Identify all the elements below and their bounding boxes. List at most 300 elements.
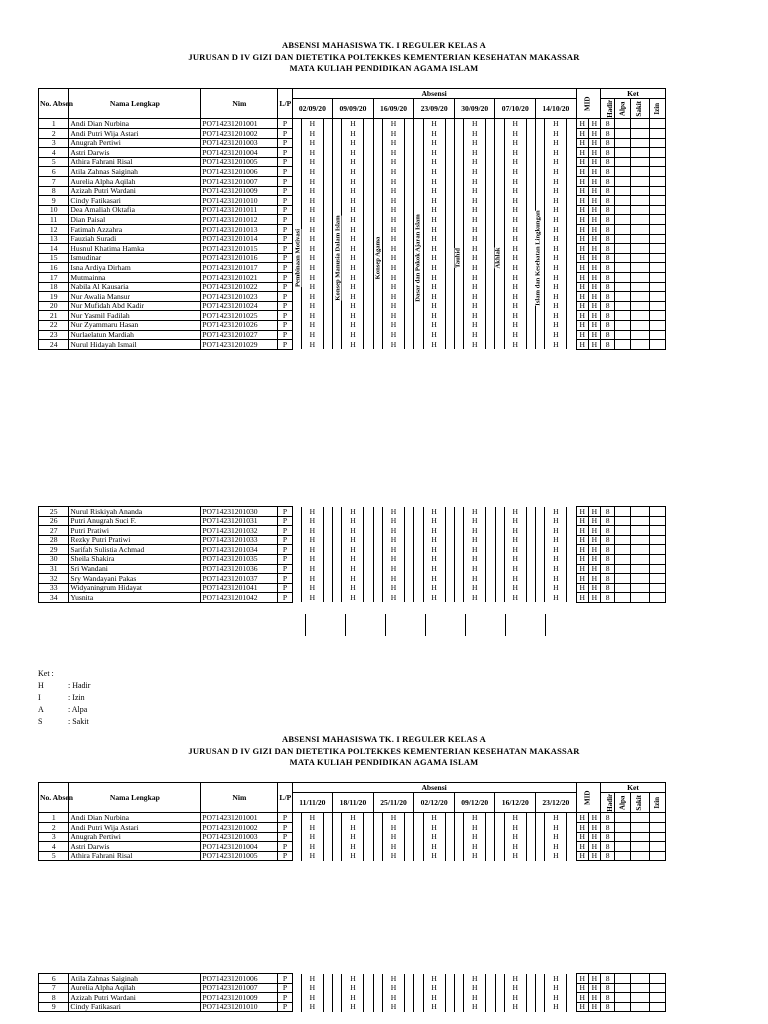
attendance-cell: H: [373, 282, 414, 292]
alpa-count: [615, 196, 631, 206]
mid-cell-2: H: [588, 138, 600, 148]
student-nim: PO714231201010: [201, 196, 278, 206]
attendance-cell: H: [536, 564, 577, 574]
hadir-count: 8: [601, 273, 615, 283]
row-number: 10: [39, 205, 69, 215]
row-number: 3: [39, 138, 69, 148]
mid-cell: H: [576, 186, 588, 196]
attendance-cell: H: [333, 526, 374, 536]
attendance-cell: H: [333, 273, 374, 283]
hadir-count: 8: [601, 167, 615, 177]
student-name: Fatimah Azzahra: [69, 225, 201, 235]
date-header: 11/11/20: [292, 793, 333, 813]
table-row: [39, 526, 666, 536]
attendance-cell: H: [536, 225, 577, 235]
alpa-count: [615, 292, 631, 302]
izin-count: [649, 832, 665, 842]
attendance-cell: H: [414, 583, 455, 593]
mid-cell-2: H: [588, 823, 600, 833]
attendance-cell: H: [414, 993, 455, 1003]
attendance-cell: H: [414, 215, 455, 225]
student-gender: P: [278, 301, 292, 311]
table-row: [39, 157, 666, 167]
attendance-cell: H: [373, 157, 414, 167]
hadir-count: 8: [601, 813, 615, 823]
alpa-count: [615, 244, 631, 254]
sakit-count: [631, 253, 649, 263]
mid-cell-2: H: [588, 253, 600, 263]
attendance-cell: H: [495, 282, 536, 292]
sakit-count: [631, 186, 649, 196]
attendance-cell: H: [495, 583, 536, 593]
attendance-cell: H: [373, 823, 414, 833]
sakit-count: [631, 292, 649, 302]
table-row: [39, 340, 666, 350]
header-title-line3: MATA KULIAH PENDIDIKAN AGAMA ISLAM: [289, 757, 479, 767]
student-name: Nabila Al Kausaria: [69, 282, 201, 292]
attendance-cell: H: [414, 330, 455, 340]
attendance-cell: H: [536, 554, 577, 564]
attendance-cell: H: [454, 564, 495, 574]
student-name: Atila Zahnas Saiginah: [69, 974, 201, 984]
attendance-cell: H: [536, 186, 577, 196]
student-name: Rezky Putri Pratiwi: [69, 535, 201, 545]
attendance-cell: H: [495, 138, 536, 148]
topic-label: Akhlak: [494, 247, 502, 269]
sakit-count: [631, 205, 649, 215]
izin-count: [649, 225, 665, 235]
row-number: 31: [39, 564, 69, 574]
mid-cell-2: H: [588, 851, 600, 861]
attendance-table-4: [38, 973, 666, 1012]
attendance-cell: H: [414, 311, 455, 321]
hadir-count: 8: [601, 119, 615, 129]
table-row: [39, 851, 666, 861]
attendance-cell: H: [536, 138, 577, 148]
attendance-cell: H: [414, 320, 455, 330]
student-name: Nur Mufidah Abd Kadir: [69, 301, 201, 311]
attendance-cell: H: [495, 993, 536, 1003]
hadir-count: 8: [601, 574, 615, 584]
izin-count: [649, 851, 665, 861]
table-row: [39, 273, 666, 283]
hadir-count: 8: [601, 253, 615, 263]
student-nim: PO714231201029: [201, 340, 278, 350]
attendance-cell: H: [414, 1002, 455, 1012]
attendance-cell: H: [414, 138, 455, 148]
attendance-cell: H: [373, 993, 414, 1003]
attendance-cell: H: [414, 253, 455, 263]
attendance-cell: H: [495, 340, 536, 350]
table-row: [39, 832, 666, 842]
alpa-count: [615, 974, 631, 984]
attendance-cell: H: [454, 301, 495, 311]
attendance-cell: H: [333, 851, 374, 861]
table-row: [39, 320, 666, 330]
col-sakit-header: Sakit: [631, 793, 649, 813]
topic-label: Konsep Manusia Dalam Islam: [334, 215, 342, 301]
attendance-cell: H: [454, 554, 495, 564]
mid-cell: H: [576, 148, 588, 158]
sakit-count: [631, 148, 649, 158]
student-gender: P: [278, 282, 292, 292]
mid-cell: H: [576, 574, 588, 584]
sakit-count: [631, 593, 649, 603]
attendance-cell: H: [292, 301, 333, 311]
header-title-line2: JURUSAN D IV GIZI DAN DIETETIKA POLTEKKES KEMENTERIAN KESEHATAN MAKASSAR: [188, 51, 580, 62]
attendance-cell: H: [454, 177, 495, 187]
hadir-count: 8: [601, 244, 615, 254]
student-nim: PO714231201002: [201, 823, 278, 833]
col-nim-header: Nim: [201, 783, 278, 813]
date-header: 25/11/20: [373, 793, 414, 813]
student-gender: P: [278, 526, 292, 536]
row-number: 13: [39, 234, 69, 244]
attendance-cell: H: [292, 526, 333, 536]
alpa-count: [615, 320, 631, 330]
student-name: Anugrah Pertiwi: [69, 832, 201, 842]
izin-count: [649, 583, 665, 593]
attendance-cell: H: [292, 148, 333, 158]
attendance-cell: H: [414, 823, 455, 833]
col-absensi-header: Absensi: [292, 89, 576, 99]
mid-cell: H: [576, 225, 588, 235]
student-nim: PO714231201042: [201, 593, 278, 603]
izin-count: [649, 526, 665, 536]
sakit-count: [631, 832, 649, 842]
legend-value: : Izin: [68, 693, 85, 702]
attendance-cell: H: [292, 234, 333, 244]
mid-cell-2: H: [588, 244, 600, 254]
attendance-cell: H: [373, 974, 414, 984]
mid-cell-2: H: [588, 157, 600, 167]
row-number: 6: [39, 974, 69, 984]
student-gender: P: [278, 311, 292, 321]
table-row: [39, 282, 666, 292]
attendance-cell: H: [454, 974, 495, 984]
attendance-cell: H: [373, 177, 414, 187]
attendance-cell: H: [536, 157, 577, 167]
row-number: 28: [39, 535, 69, 545]
attendance-cell: H: [536, 253, 577, 263]
attendance-cell: H: [373, 545, 414, 555]
mid-cell-2: H: [588, 311, 600, 321]
izin-count: [649, 1002, 665, 1012]
student-nim: PO714231201041: [201, 583, 278, 593]
attendance-cell: H: [292, 545, 333, 555]
student-nim: PO714231201001: [201, 119, 278, 129]
izin-count: [649, 516, 665, 526]
mid-cell: H: [576, 157, 588, 167]
attendance-cell: H: [536, 148, 577, 158]
row-number: 23: [39, 330, 69, 340]
attendance-cell: H: [292, 244, 333, 254]
student-gender: P: [278, 1002, 292, 1012]
mid-cell-2: H: [588, 320, 600, 330]
legend: [38, 668, 90, 728]
student-name: Fauziah Suradi: [69, 234, 201, 244]
alpa-count: [615, 545, 631, 555]
row-number: 11: [39, 215, 69, 225]
date-header: 23/09/20: [414, 99, 455, 119]
attendance-cell: H: [454, 129, 495, 139]
izin-count: [649, 205, 665, 215]
student-name: Andi Dian Nurbina: [69, 813, 201, 823]
alpa-count: [615, 253, 631, 263]
attendance-cell: H: [536, 983, 577, 993]
student-gender: P: [278, 330, 292, 340]
table-row: [39, 1002, 666, 1012]
mid-cell: H: [576, 535, 588, 545]
attendance-cell: H: [454, 282, 495, 292]
attendance-cell: H: [414, 167, 455, 177]
sakit-count: [631, 119, 649, 129]
date-header: 02/09/20: [292, 99, 333, 119]
topic-label: Dasar dan Pokok Ajaran Islam: [414, 214, 422, 302]
attendance-cell: H: [495, 851, 536, 861]
student-gender: P: [278, 974, 292, 984]
attendance-cell: H: [414, 564, 455, 574]
alpa-count: [615, 215, 631, 225]
alpa-count: [615, 526, 631, 536]
attendance-cell: H: [333, 311, 374, 321]
attendance-cell: H: [333, 340, 374, 350]
attendance-cell: H: [454, 253, 495, 263]
student-nim: PO714231201003: [201, 832, 278, 842]
attendance-cell: H: [495, 292, 536, 302]
attendance-cell: H: [495, 545, 536, 555]
izin-count: [649, 507, 665, 517]
student-name: Azizah Putri Wardani: [69, 186, 201, 196]
attendance-cell: H: [333, 253, 374, 263]
table-row: [39, 823, 666, 833]
attendance-cell: H: [454, 1002, 495, 1012]
student-gender: P: [278, 157, 292, 167]
izin-count: [649, 564, 665, 574]
sakit-count: [631, 574, 649, 584]
attendance-cell: H: [454, 119, 495, 129]
mid-cell: H: [576, 1002, 588, 1012]
alpa-count: [615, 129, 631, 139]
izin-count: [649, 215, 665, 225]
legend-item: [38, 716, 90, 728]
table-row: [39, 177, 666, 187]
attendance-cell: H: [292, 177, 333, 187]
attendance-cell: H: [333, 138, 374, 148]
sakit-count: [631, 583, 649, 593]
attendance-cell: H: [373, 832, 414, 842]
attendance-cell: H: [292, 253, 333, 263]
sakit-count: [631, 842, 649, 852]
hadir-count: 8: [601, 215, 615, 225]
attendance-cell: H: [333, 129, 374, 139]
table-row: [39, 993, 666, 1003]
col-nim-header: Nim: [201, 89, 278, 119]
date-header: 09/12/20: [454, 793, 495, 813]
column-guide: [305, 614, 306, 636]
attendance-cell: H: [292, 311, 333, 321]
mid-cell-2: H: [588, 983, 600, 993]
mid-cell: H: [576, 119, 588, 129]
sakit-count: [631, 167, 649, 177]
attendance-cell: H: [373, 593, 414, 603]
alpa-count: [615, 177, 631, 187]
mid-cell-2: H: [588, 583, 600, 593]
student-nim: PO714231201022: [201, 282, 278, 292]
attendance-cell: H: [454, 593, 495, 603]
column-guide: [505, 614, 506, 636]
sakit-count: [631, 196, 649, 206]
sakit-count: [631, 507, 649, 517]
hadir-count: 8: [601, 196, 615, 206]
attendance-cell: H: [495, 244, 536, 254]
izin-count: [649, 593, 665, 603]
attendance-cell: H: [495, 1002, 536, 1012]
hadir-count: 8: [601, 301, 615, 311]
attendance-cell: H: [333, 157, 374, 167]
sakit-count: [631, 282, 649, 292]
sakit-count: [631, 320, 649, 330]
attendance-cell: H: [373, 244, 414, 254]
topic-label: Islam dan Kesehatan Lingkungan: [534, 210, 542, 306]
attendance-cell: H: [292, 516, 333, 526]
attendance-cell: H: [495, 507, 536, 517]
attendance-cell: H: [414, 244, 455, 254]
student-name: Sarifah Sulistia Achmad: [69, 545, 201, 555]
attendance-cell: H: [495, 205, 536, 215]
mid-cell: H: [576, 545, 588, 555]
hadir-count: 8: [601, 138, 615, 148]
attendance-cell: H: [495, 593, 536, 603]
attendance-cell: H: [495, 574, 536, 584]
legend-key: A: [38, 705, 44, 714]
alpa-count: [615, 234, 631, 244]
student-name: Putri Anugrah Suci F.: [69, 516, 201, 526]
attendance-cell: H: [292, 282, 333, 292]
col-no-header: No. Absen: [39, 783, 69, 813]
student-gender: P: [278, 832, 292, 842]
student-gender: P: [278, 186, 292, 196]
izin-count: [649, 993, 665, 1003]
attendance-cell: H: [414, 516, 455, 526]
mid-cell: H: [576, 205, 588, 215]
attendance-cell: H: [333, 593, 374, 603]
page-header-1: [0, 40, 768, 75]
attendance-cell: H: [333, 177, 374, 187]
attendance-cell: H: [495, 823, 536, 833]
sakit-count: [631, 244, 649, 254]
mid-cell-2: H: [588, 535, 600, 545]
attendance-cell: H: [454, 832, 495, 842]
izin-count: [649, 974, 665, 984]
attendance-cell: H: [333, 993, 374, 1003]
student-name: Widyaningrum Hidayat: [69, 583, 201, 593]
mid-cell: H: [576, 301, 588, 311]
attendance-cell: H: [495, 167, 536, 177]
attendance-cell: H: [333, 234, 374, 244]
attendance-cell: H: [536, 273, 577, 283]
hadir-count: 8: [601, 340, 615, 350]
attendance-cell: H: [373, 1002, 414, 1012]
mid-cell: H: [576, 842, 588, 852]
student-nim: PO714231201013: [201, 225, 278, 235]
alpa-count: [615, 593, 631, 603]
hadir-count: 8: [601, 507, 615, 517]
attendance-table-1: [38, 88, 666, 350]
hadir-count: 8: [601, 282, 615, 292]
attendance-cell: H: [292, 507, 333, 517]
attendance-cell: H: [373, 842, 414, 852]
mid-cell-2: H: [588, 1002, 600, 1012]
student-nim: PO714231201025: [201, 311, 278, 321]
mid-cell: H: [576, 583, 588, 593]
mid-cell: H: [576, 340, 588, 350]
attendance-cell: H: [536, 1002, 577, 1012]
student-nim: PO714231201006: [201, 167, 278, 177]
legend-item: [38, 680, 90, 692]
attendance-cell: H: [495, 535, 536, 545]
mid-cell: H: [576, 813, 588, 823]
attendance-cell: H: [454, 196, 495, 206]
table-row: [39, 253, 666, 263]
row-number: 15: [39, 253, 69, 263]
col-izin-header: Izin: [649, 99, 665, 119]
attendance-cell: H: [536, 301, 577, 311]
alpa-count: [615, 535, 631, 545]
attendance-cell: H: [292, 842, 333, 852]
attendance-cell: H: [495, 320, 536, 330]
attendance-cell: H: [414, 157, 455, 167]
table-row: [39, 311, 666, 321]
student-gender: P: [278, 119, 292, 129]
hadir-count: 8: [601, 851, 615, 861]
izin-count: [649, 813, 665, 823]
student-name: Atila Zahnas Saiginah: [69, 167, 201, 177]
student-gender: P: [278, 842, 292, 852]
attendance-cell: H: [414, 507, 455, 517]
hadir-count: 8: [601, 832, 615, 842]
mid-cell: H: [576, 507, 588, 517]
col-alpa-header: Alpa: [615, 793, 631, 813]
mid-cell-2: H: [588, 167, 600, 177]
date-header: 16/09/20: [373, 99, 414, 119]
hadir-count: 8: [601, 234, 615, 244]
student-gender: P: [278, 593, 292, 603]
student-gender: P: [278, 215, 292, 225]
alpa-count: [615, 507, 631, 517]
attendance-cell: H: [536, 574, 577, 584]
attendance-cell: H: [373, 311, 414, 321]
attendance-cell: H: [536, 119, 577, 129]
table-row: [39, 129, 666, 139]
attendance-cell: H: [414, 205, 455, 215]
izin-count: [649, 301, 665, 311]
table-row: [39, 330, 666, 340]
attendance-cell: H: [414, 273, 455, 283]
attendance-cell: H: [495, 813, 536, 823]
student-gender: P: [278, 292, 292, 302]
attendance-cell: H: [292, 564, 333, 574]
mid-cell-2: H: [588, 129, 600, 139]
attendance-cell: H: [536, 823, 577, 833]
attendance-table-2: [38, 506, 666, 603]
attendance-cell: H: [454, 148, 495, 158]
alpa-count: [615, 1002, 631, 1012]
mid-cell: H: [576, 983, 588, 993]
student-nim: PO714231201005: [201, 851, 278, 861]
alpa-count: [615, 516, 631, 526]
mid-cell: H: [576, 564, 588, 574]
